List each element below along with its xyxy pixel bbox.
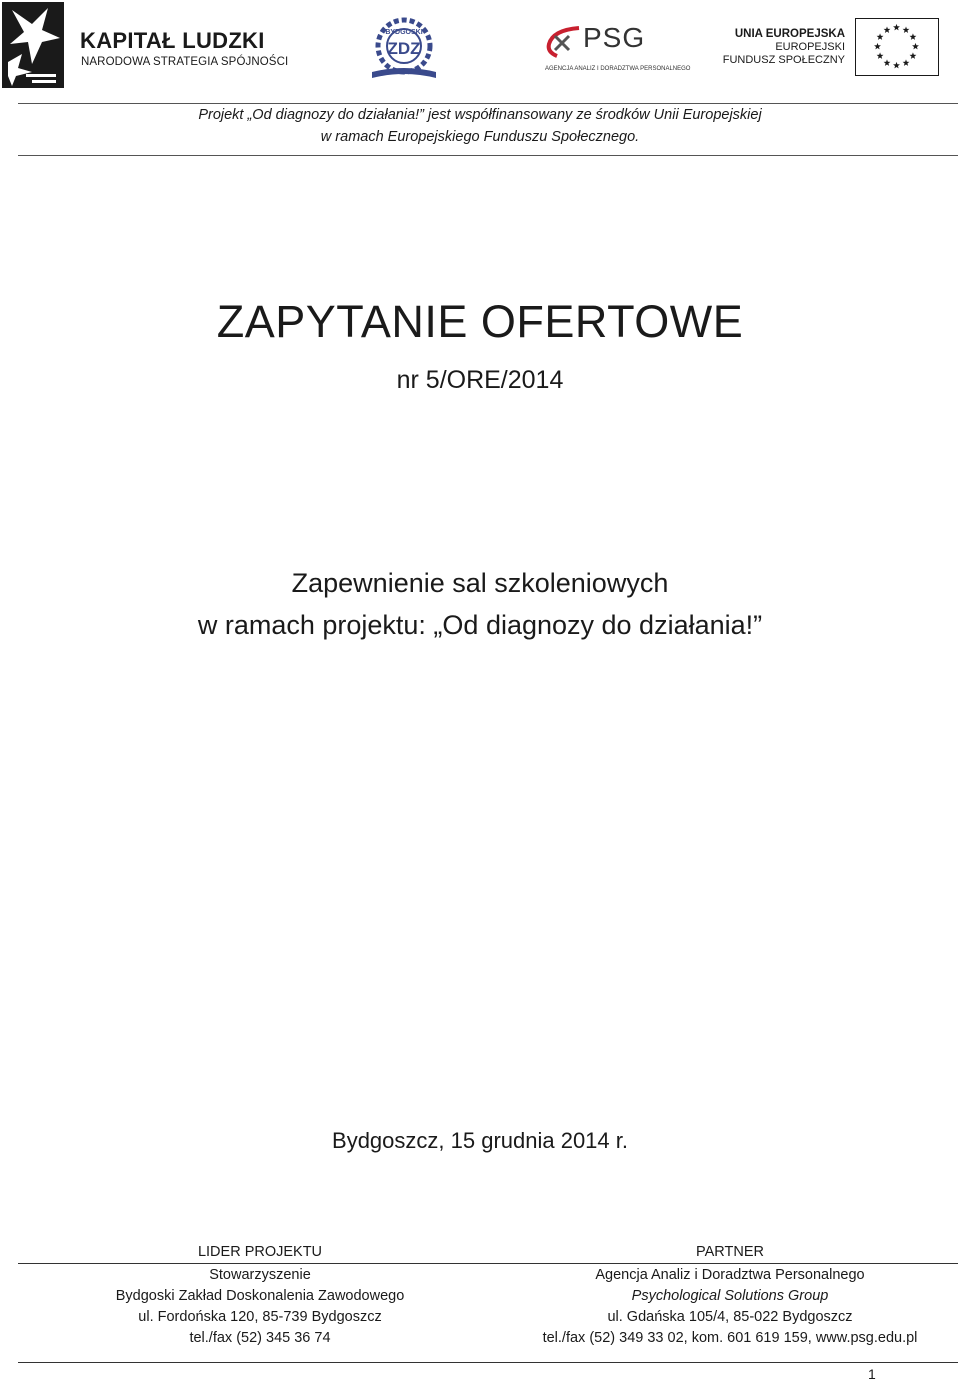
eu-stars-icon <box>856 19 937 74</box>
partner-line3: ul. Gdańska 105/4, 85-022 Bydgoszcz <box>607 1309 853 1325</box>
subject-line2: w ramach projektu: „Od diagnozy do działania!” <box>197 610 763 640</box>
eu-star-icon <box>877 33 884 40</box>
eu-flag <box>855 18 939 76</box>
kapital-ludzki-title: KAPITAŁ LUDZKI <box>80 28 265 53</box>
eu-line2: EUROPEJSKI <box>775 41 845 53</box>
eu-text <box>720 28 845 67</box>
eu-star-icon <box>884 26 891 33</box>
kapital-ludzki-subtitle: NARODOWA STRATEGIA SPÓJNOŚCI <box>81 56 289 68</box>
subject-line1: Zapewnienie sal szkoleniowych <box>291 568 669 598</box>
eu-star-icon <box>910 52 917 59</box>
place-date: Bydgoszcz, 15 grudnia 2014 r. <box>332 1128 628 1153</box>
kapital-ludzki-logo <box>0 0 289 92</box>
eu-star-icon <box>893 62 900 69</box>
document-number: nr 5/ORE/2014 <box>396 366 564 394</box>
zdz-center-text: ZDZ <box>387 39 421 58</box>
eu-line3: FUNDUSZ SPOŁECZNY <box>722 54 845 66</box>
zdz-logo <box>364 16 444 82</box>
eu-star-icon <box>910 33 917 40</box>
eu-star-icon <box>874 43 881 50</box>
partner-line4: tel./fax (52) 349 33 02, kom. 601 619 159, www.psg.edu.pl <box>542 1330 918 1346</box>
project-note-divider <box>18 155 958 156</box>
partner-line1: Agencja Analiz i Doradztwa Personalnego <box>595 1267 865 1283</box>
zdz-ring-text: BYDGOSKI <box>385 29 423 36</box>
eu-star-icon <box>877 52 884 59</box>
partner-line2: Psychological Solutions Group <box>631 1288 829 1304</box>
leader-line4: tel./fax (52) 345 36 74 <box>189 1330 331 1346</box>
partner-block <box>510 1242 950 1349</box>
project-leader-block <box>80 1242 440 1349</box>
project-note-line2: w ramach Europejskiego Funduszu Społecznego. <box>320 129 640 145</box>
eu-star-icon <box>903 26 910 33</box>
eu-star-icon <box>893 24 900 31</box>
page-number: 1 <box>868 1366 876 1382</box>
document-title: ZAPYTANIE OFERTOWE <box>216 296 744 347</box>
kapital-ludzki-mark-icon <box>2 2 64 88</box>
eu-star-icon <box>903 59 910 66</box>
psg-subtitle: AGENCJA ANALIZ I DORADZTWA PERSONALNEGO <box>545 66 691 72</box>
document-subject <box>0 562 960 646</box>
logo-bar <box>0 0 960 95</box>
leader-line3: ul. Fordońska 120, 85-739 Bydgoszcz <box>138 1309 382 1325</box>
eu-star-icon <box>884 59 891 66</box>
project-note-line1: Projekt „Od diagnozy do działania!” jest współfinansowany ze środków Unii Europejskiej <box>198 107 762 123</box>
partner-role: PARTNER <box>696 1244 764 1260</box>
eu-line1: UNIA EUROPEJSKA <box>734 28 845 40</box>
psg-logo <box>543 22 691 78</box>
leader-line1: Stowarzyszenie <box>209 1267 311 1283</box>
footer-bottom-divider <box>18 1362 958 1363</box>
eu-star-icon <box>912 43 919 50</box>
psg-name: PSG <box>583 22 646 53</box>
leader-role: LIDER PROJEKTU <box>197 1244 323 1260</box>
psg-swoosh-icon <box>543 22 583 62</box>
leader-line2: Bydgoski Zakład Doskonalenia Zawodowego <box>115 1288 405 1304</box>
project-note <box>0 104 960 148</box>
